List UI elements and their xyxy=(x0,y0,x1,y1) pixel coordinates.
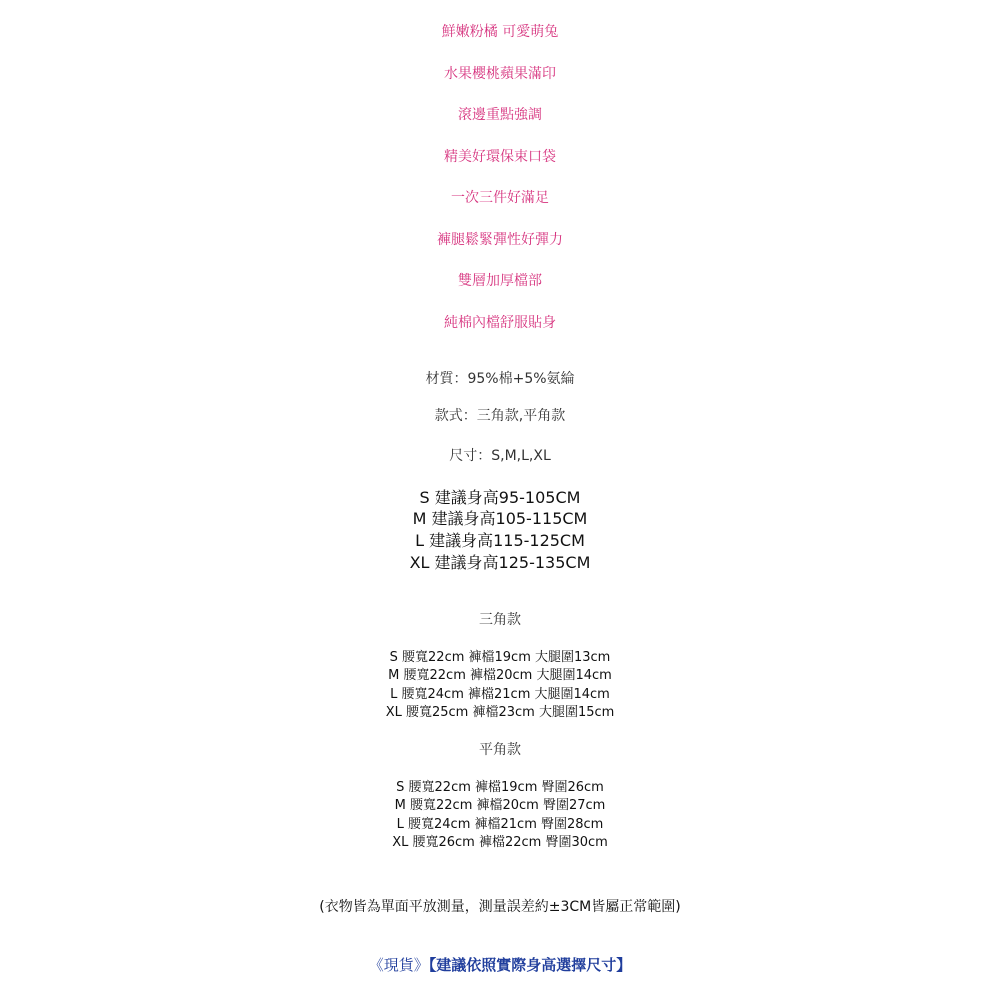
briefs-row-l: L 腰寬24cm 褲檔21cm 大腿圍14cm xyxy=(390,687,610,702)
height-guide-xl: XL 建議身高125-135CM xyxy=(409,553,591,572)
feature-line-6: 褲腿鬆緊彈性好彈力 xyxy=(437,232,563,248)
briefs-row-xl: XL 腰寬25cm 褲檔23cm 大腿圍15cm xyxy=(385,705,615,720)
height-guide-s: S 建議身高95-105CM xyxy=(419,488,581,507)
briefs-row-s: S 腰寬22cm 褲檔19cm 大腿圍13cm xyxy=(389,650,611,665)
spec-size: 尺寸：S,M,L,XL xyxy=(449,448,551,464)
feature-line-4: 精美好環保束口袋 xyxy=(444,149,556,165)
boxers-row-s: S 腰寬22cm 褲檔19cm 臀圍26cm xyxy=(396,780,604,795)
feature-line-3: 滾邊重點強調 xyxy=(458,107,542,123)
height-guide-l: L 建議身高115-125CM xyxy=(415,531,585,550)
briefs-title: 三角款 xyxy=(479,612,521,628)
boxers-row-xl: XL 腰寬26cm 褲檔22cm 臀圍30cm xyxy=(392,835,608,850)
feature-line-5: 一次三件好滿足 xyxy=(451,190,549,206)
feature-line-8: 純棉內檔舒服貼身 xyxy=(444,315,556,331)
height-guide-m: M 建議身高105-115CM xyxy=(412,509,588,528)
footer-advice xyxy=(0,954,1000,976)
feature-line-7: 雙層加厚檔部 xyxy=(458,273,542,289)
boxers-title: 平角款 xyxy=(479,742,521,758)
boxers-row-m: M 腰寬22cm 褲檔20cm 臀圍27cm xyxy=(394,798,606,813)
spec-material: 材質：95%棉+5%氨綸 xyxy=(425,371,575,387)
size-advice-label: 【建議依照實際身高選擇尺寸】 xyxy=(428,956,632,974)
measurement-note: (衣物皆為單面平放測量，測量誤差約±3CM皆屬正常範圍) xyxy=(319,899,681,915)
spec-style: 款式：三角款,平角款 xyxy=(434,408,566,424)
feature-line-2: 水果櫻桃蘋果滿印 xyxy=(444,66,556,82)
briefs-row-m: M 腰寬22cm 褲檔20cm 大腿圍14cm xyxy=(388,668,612,683)
boxers-row-l: L 腰寬24cm 褲檔21cm 臀圍28cm xyxy=(396,817,604,832)
feature-line-1: 鮮嫩粉橘 可愛萌兔 xyxy=(441,24,559,40)
in-stock-label: 《現貨》 xyxy=(368,956,429,974)
